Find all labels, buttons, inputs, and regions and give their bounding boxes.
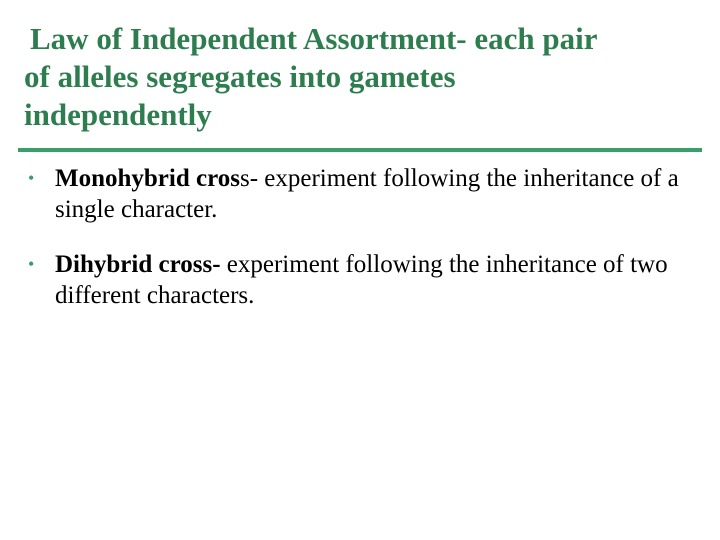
title-line: independently xyxy=(24,97,212,132)
bullet-term: Monohybrid cros xyxy=(55,165,240,192)
bullet-definition: s- experiment following the inheritance of a single character. xyxy=(55,165,679,223)
title-line: Law of Independent Assortment- each pair xyxy=(30,21,598,56)
bullet-definition: experiment following the inheritance of two different characters. xyxy=(55,251,668,309)
bullet-term: Dihybrid cross- xyxy=(55,251,221,278)
bullet-text xyxy=(55,249,698,311)
bullet-marker: • xyxy=(28,168,35,188)
title-line: of alleles segregates into gametes xyxy=(24,59,456,94)
bullet-item-dihybrid xyxy=(28,249,698,311)
bullet-text xyxy=(55,163,698,225)
bullet-marker: • xyxy=(28,254,35,274)
bullet-list xyxy=(28,163,698,335)
slide-title xyxy=(24,20,704,134)
bullet-item-monohybrid xyxy=(28,163,698,225)
title-divider xyxy=(18,148,702,152)
